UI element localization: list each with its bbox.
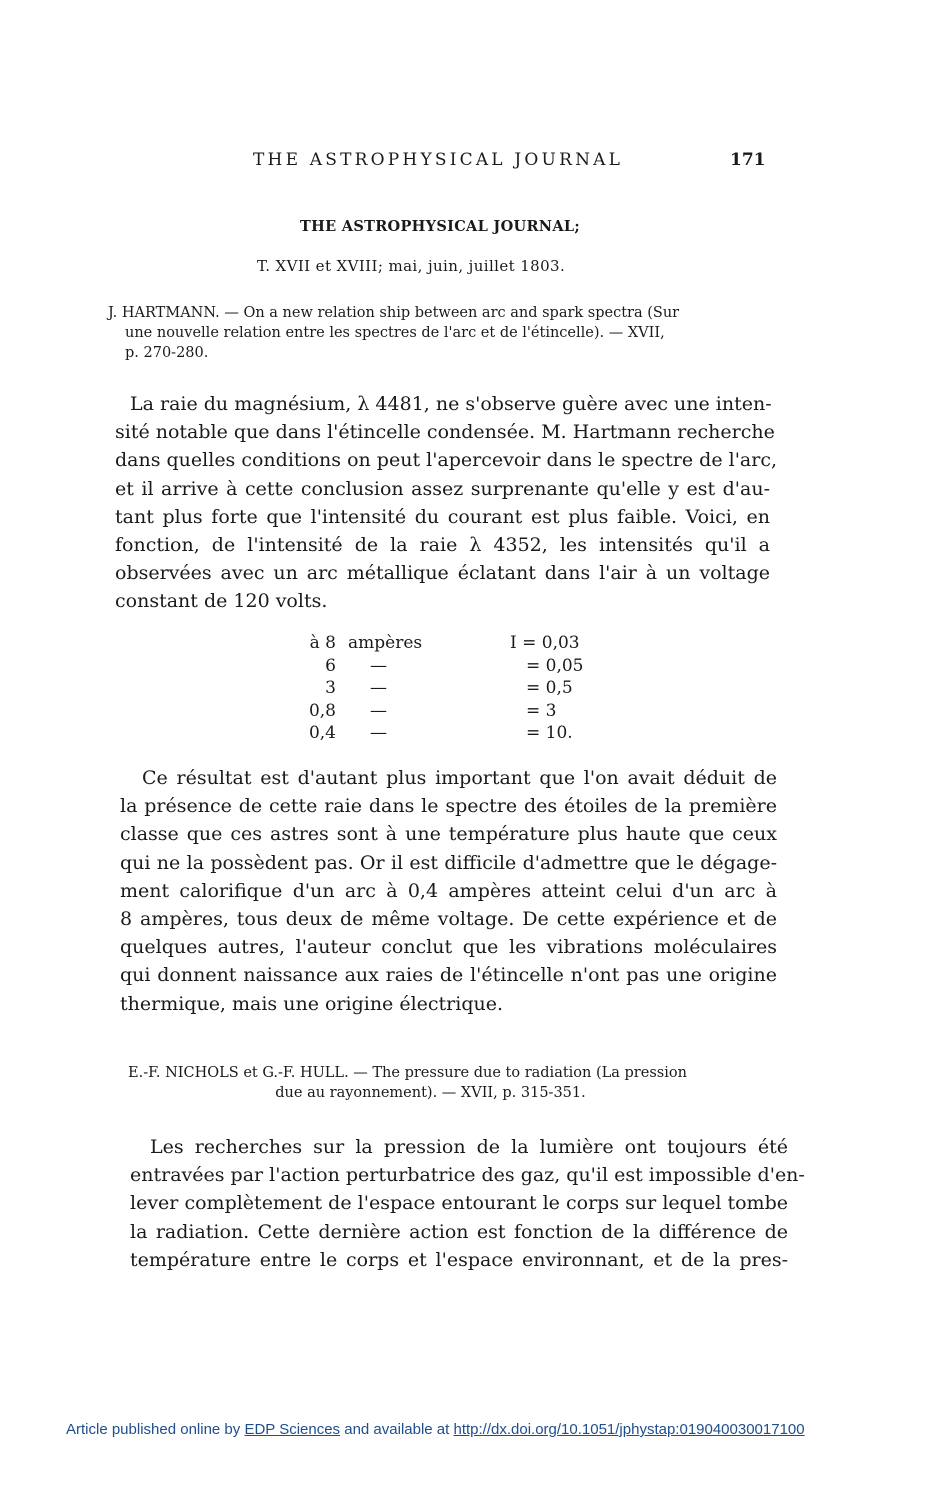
paragraph-line: classe que ces astres sont à une température plus haute que ceux bbox=[120, 823, 777, 846]
footer-middle: and available at bbox=[340, 1421, 454, 1438]
paragraph-line: sité notable que dans l'étincelle condensée. M. Hartmann recherche bbox=[115, 421, 775, 444]
publisher-link[interactable]: EDP Sciences bbox=[244, 1421, 341, 1438]
intensity-table bbox=[288, 632, 608, 745]
paragraph-line: constant de 120 volts. bbox=[115, 590, 328, 613]
paragraph-line: lever complètement de l'espace entourant le corps sur lequel tombe bbox=[130, 1192, 788, 1215]
doi-link[interactable]: http://dx.doi.org/10.1051/jphystap:019040030017100 bbox=[453, 1421, 805, 1438]
table-row bbox=[288, 722, 608, 745]
unit-cell: ampères bbox=[348, 633, 423, 653]
table-row bbox=[288, 655, 608, 678]
publication-footer bbox=[66, 1421, 805, 1438]
table-row bbox=[288, 700, 608, 723]
paragraph-pressure bbox=[130, 1133, 805, 1274]
paragraph-result bbox=[120, 764, 777, 1018]
paragraph-line: température entre le corps et l'espace environnant, et de la pres- bbox=[130, 1248, 788, 1271]
unit-cell: — bbox=[370, 723, 387, 743]
journal-volume-info: T. XVII et XVIII; mai, juin, juillet 1803. bbox=[257, 257, 566, 275]
reference-line: due au rayonnement). — XVII, p. 315-351. bbox=[275, 1085, 586, 1101]
table-row bbox=[288, 677, 608, 700]
paragraph-magnesium bbox=[115, 390, 778, 616]
paragraph-line: la présence de cette raie dans le spectre des étoiles de la première bbox=[120, 795, 777, 818]
page-number: 171 bbox=[730, 150, 766, 170]
amperes-cell: 0,4 bbox=[308, 723, 336, 743]
reference-line: J. HARTMANN. — On a new relation ship between arc and spark spectra (Sur bbox=[108, 305, 680, 321]
intensity-cell: = 10. bbox=[526, 723, 573, 743]
paragraph-line: fonction, de l'intensité de la raie λ 4352, les intensités qu'il a bbox=[115, 534, 770, 557]
paragraph-line: tant plus forte que l'intensité du courant est plus faible. Voici, en bbox=[115, 505, 770, 528]
paragraph-line: La raie du magnésium, λ 4481, ne s'observe guère avec une inten- bbox=[130, 393, 772, 415]
paragraph-line: qui ne la possèdent pas. Or il est difficile d'admettre que le dégage- bbox=[120, 851, 777, 874]
paragraph-line: entravées par l'action perturbatrice des gaz, qu'il est impossible d'en- bbox=[130, 1164, 805, 1187]
reference-line: E.-F. NICHOLS et G.-F. HULL. — The pressure due to radiation (La pression bbox=[128, 1065, 687, 1081]
intensity-cell: = 3 bbox=[526, 700, 557, 721]
paragraph-line: observées avec un arc métallique éclatant dans l'air à un voltage bbox=[115, 562, 770, 585]
footer-prefix: Article published online by bbox=[66, 1421, 245, 1438]
unit-cell: — bbox=[370, 655, 387, 676]
journal-section-title: THE ASTROPHYSICAL JOURNAL; bbox=[300, 218, 581, 235]
intensity-cell: I = 0,03 bbox=[510, 633, 580, 653]
paragraph-line: qui donnent naissance aux raies de l'étincelle n'ont pas une origine bbox=[120, 964, 777, 987]
paragraph-line: ment calorifique d'un arc à 0,4 ampères atteint celui d'un arc à bbox=[120, 879, 777, 902]
amperes-cell: 0,8 bbox=[308, 700, 336, 721]
paragraph-line: Ce résultat est d'autant plus important que l'on avait déduit de bbox=[142, 767, 777, 789]
paragraph-line: thermique, mais une origine électrique. bbox=[120, 992, 504, 1015]
paragraph-line: 8 ampères, tous deux de même voltage. De cette expérience et de bbox=[120, 908, 777, 931]
paragraph-line: quelques autres, l'auteur conclut que les vibrations moléculaires bbox=[120, 936, 777, 959]
table-row bbox=[288, 632, 608, 655]
unit-cell: — bbox=[370, 700, 387, 721]
paragraph-line: Les recherches sur la pression de la lumière ont toujours été bbox=[150, 1136, 788, 1158]
reference-hartmann bbox=[108, 303, 768, 363]
amperes-cell: 6 bbox=[325, 655, 336, 676]
unit-cell: — bbox=[370, 678, 387, 698]
reference-line: p. 270-280. bbox=[125, 345, 209, 361]
reference-line: une nouvelle relation entre les spectres de l'arc et de l'étincelle). — XVII, bbox=[125, 325, 665, 341]
paragraph-line: la radiation. Cette dernière action est fonction de la différence de bbox=[130, 1220, 788, 1243]
paragraph-line: et il arrive à cette conclusion assez surprenante qu'elle y est d'au- bbox=[115, 477, 770, 500]
intensity-cell: = 0,05 bbox=[526, 655, 584, 676]
amperes-cell: 3 bbox=[325, 678, 336, 698]
amperes-cell: à 8 bbox=[309, 633, 336, 653]
reference-nichols-hull bbox=[128, 1063, 783, 1103]
running-title: THE ASTROPHYSICAL JOURNAL bbox=[253, 150, 624, 170]
intensity-cell: = 0,5 bbox=[526, 678, 573, 698]
paragraph-line: dans quelles conditions on peut l'apercevoir dans le spectre de l'arc, bbox=[115, 449, 778, 472]
